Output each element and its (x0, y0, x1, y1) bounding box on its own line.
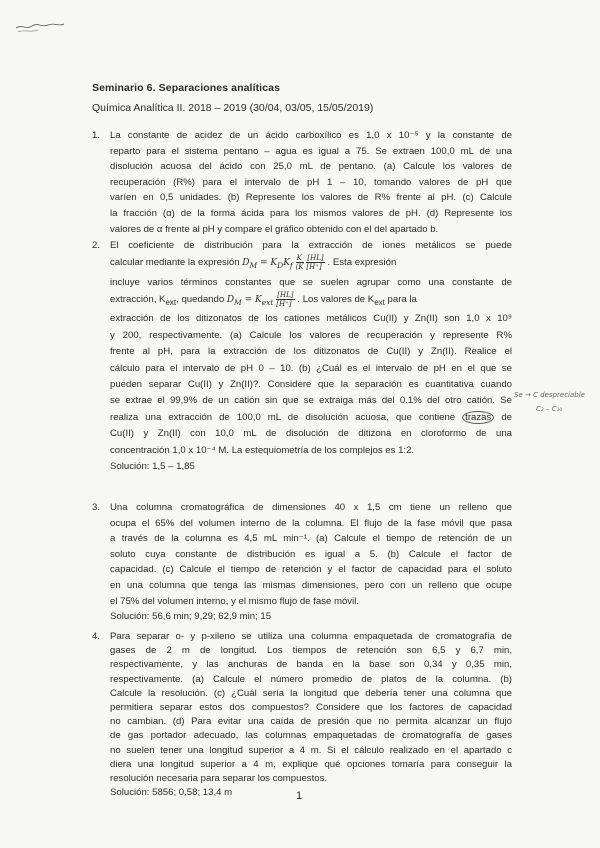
question-text-line: Una columna cromatográfica de dimensiones 40 x 1,5 cm tiene un relleno que (110, 502, 512, 513)
document-title: Seminario 6. Separaciones analíticas (92, 82, 281, 94)
document-subtitle: Química Analítica II. 2018 – 2019 (30/04, 03/05, 15/05/2019) (92, 102, 374, 114)
formula-fraction: $\frac{K}{(K}$ (295, 254, 304, 272)
question-text-line: varíen en 0,5 unidades. (b) Represente los valores de R% frente al pH. (c) Calcule (110, 192, 512, 204)
question-text-line: gases de 2 m de longitud. Los tiempos de retención son 6,5 y 6,7 min, (110, 645, 512, 657)
handwritten-scribble (14, 16, 66, 38)
question-text-line: El coeficiente de distribución para la extracción de iones metálicos se puede (110, 240, 512, 251)
question-text-line: frente al pH, para la extracción de los ditizonatos de Cu(II) y Zn(II). Realice el (110, 346, 512, 358)
question-text-line: incluye varios términos constantes que se suelen agrupar como una constante de (110, 276, 512, 288)
svg-text:Se → C despreciable: Se → C despreciable (514, 391, 585, 399)
svg-text:C₂ – C₁₀: C₂ – C₁₀ (536, 405, 563, 413)
solution-text: Solución: 5856; 0,58; 13,4 m (110, 787, 233, 799)
question-text-line: permitiera separar estos dos compuestos? Considere que los factores de capacidad (110, 702, 512, 714)
question-text-line: La constante de acidez de un ácido carboxílico es 1,0 x 10⁻⁵ y la constante de (110, 130, 512, 141)
question-text-line: disolución acuosa del ácido con 25,0 mL de pentano. (a) Calcule los valores de (110, 161, 512, 173)
extraction-constant-formula: $D_M = K_{ext}$ $\frac{[HL]}{[H^+]}$ (226, 291, 294, 309)
question-text-line: cálculo para el intervalo de pH 0 – 10. (b) ¿Cuál es el intervalo de pH en el que se (110, 362, 512, 374)
question-text-line: extracción, $K_{ext}$, quedando $D_M = K_{ext}$ $\frac{[HL]}{[H^+]}$ . Los valores de $K_{ext}$ para la (110, 291, 417, 309)
question-text-line: extracción de los ditizonatos de los cationes metálicos Cu(II) y Zn(II) son 1,0 x 10⁹ (110, 313, 512, 325)
formula-fraction: $\frac{[HL]}{[H^+]}$ (306, 254, 324, 272)
question-text-line: concentración 1,0 x 10⁻⁴ M. La estequiometría de los complejos es 1:2. (110, 444, 415, 456)
solution-text: Solución: 56,6 min; 9,29; 62,9 min; 15 (110, 611, 272, 623)
question-text-line: respectivamente. (a) Calcule el número promedio de platos de la columna. (b) (110, 673, 512, 685)
question-number: 4. (92, 631, 101, 642)
question-2 (92, 238, 512, 475)
question-text-line: recuperación (R%) para el intervalo de pH 1 – 10, tomando valores de pH que (110, 176, 512, 188)
question-number: 1. (92, 130, 101, 141)
question-text-line: no suelen tener una longitud superior a 4 m. Si el cálculo realizado en el apartado c (110, 744, 512, 756)
handwritten-margin-note (514, 387, 594, 417)
question-text-line: Calcule la resolución. (c) ¿Cuál sería la longitud que debería tener una columna que (110, 687, 512, 699)
question-text-line: la fracción (α) de la forma ácida para los mismos valores de pH. (d) Represente los (110, 207, 512, 219)
question-text-line: se extrae el 99,9% de un catión sin que se extraiga más del 0.1% del otro catión. Se (110, 395, 512, 407)
question-text-line: resolución necesaria para separar los compuestos. (110, 773, 328, 785)
question-text-line: diera una longitud superior a 4 m, explique qué opciones tomaría para conseguir la (110, 758, 512, 770)
question-text-line: respectivamente, y las anchuras de banda en la base son 0,34 y 0,35 min, (110, 659, 512, 671)
question-number: 2. (92, 240, 101, 251)
question-text-line: calcular mediante la expresión $D_M = K_DK_f$ $\frac{K}{(K}$ $\frac{[HL]}{[H^+]}$ . Esta expresión (110, 254, 397, 272)
question-1 (92, 128, 512, 237)
distribution-coefficient-formula: $D_M = K_DK_f$ $\frac{K}{(K}$ $\frac{[HL]}{[H^+]}$ (242, 254, 324, 272)
question-text-line: Cu(II) y Zn(II) con 10,0 mL de disolución de ditizona en cloroformo de una (110, 428, 512, 440)
question-text-line: Para separar o- y p-xileno se utiliza una columna empaquetada de cromatografía de (110, 631, 512, 642)
question-text-line: el 75% del volumen interno, y el mismo flujo de fase móvil. (110, 595, 360, 607)
question-text-line: realiza una extracción de 100,0 mL de disolución acuosa, que contiene trazas de (110, 411, 512, 423)
question-text-line: soluto cuya constante de distribución es igual a 5. (b) Calcule el factor de (110, 548, 512, 560)
question-text-line: capacidad. (c) Calcule el tiempo de retención y el factor de capacidad para el soluto (110, 564, 512, 576)
question-4 (92, 630, 512, 800)
question-text-line: y 200, respectivamente. (a) Calcule los valores de recuperación y represente R% (110, 329, 512, 341)
question-text-line: de gas portador adecuado, las columnas empaquetadas de cromatografía de gases (110, 730, 512, 742)
formula-fraction: $\frac{[HL]}{[H^+]}$ (276, 291, 294, 309)
question-text-line: valores de α frente al pH y compare el gráfico obtenido con el del apartado b. (110, 223, 439, 235)
question-text-line: reparto para el sistema pentano – agua es igual a 75. Se extraen 100,0 mL de una (110, 145, 512, 157)
solution-text: Solución: 1,5 – 1,85 (110, 460, 195, 472)
question-number: 3. (92, 502, 101, 513)
question-text-line: en una columna que tenga las mismas dimensiones, pero con un relleno que ocupe (110, 579, 512, 591)
question-text-line: no cambian. (d) Para evitar una caída de presión que no permita alcanzar un flujo (110, 716, 512, 728)
question-text-line: a través de la columna es 4,5 mL min⁻¹. (a) Calcule el tiempo de retención de un (110, 533, 512, 545)
page-number: 1 (296, 790, 303, 802)
question-text-line: pueden separar Cu(II) y Zn(II)?. Considere que la separación es cuantitativa cuando (110, 378, 512, 390)
question-3 (92, 500, 512, 625)
circled-word: trazas (462, 411, 494, 424)
question-text-line: ocupa el 65% del volumen interno de la columna. El flujo de la fase móvil que pasa (110, 517, 512, 529)
